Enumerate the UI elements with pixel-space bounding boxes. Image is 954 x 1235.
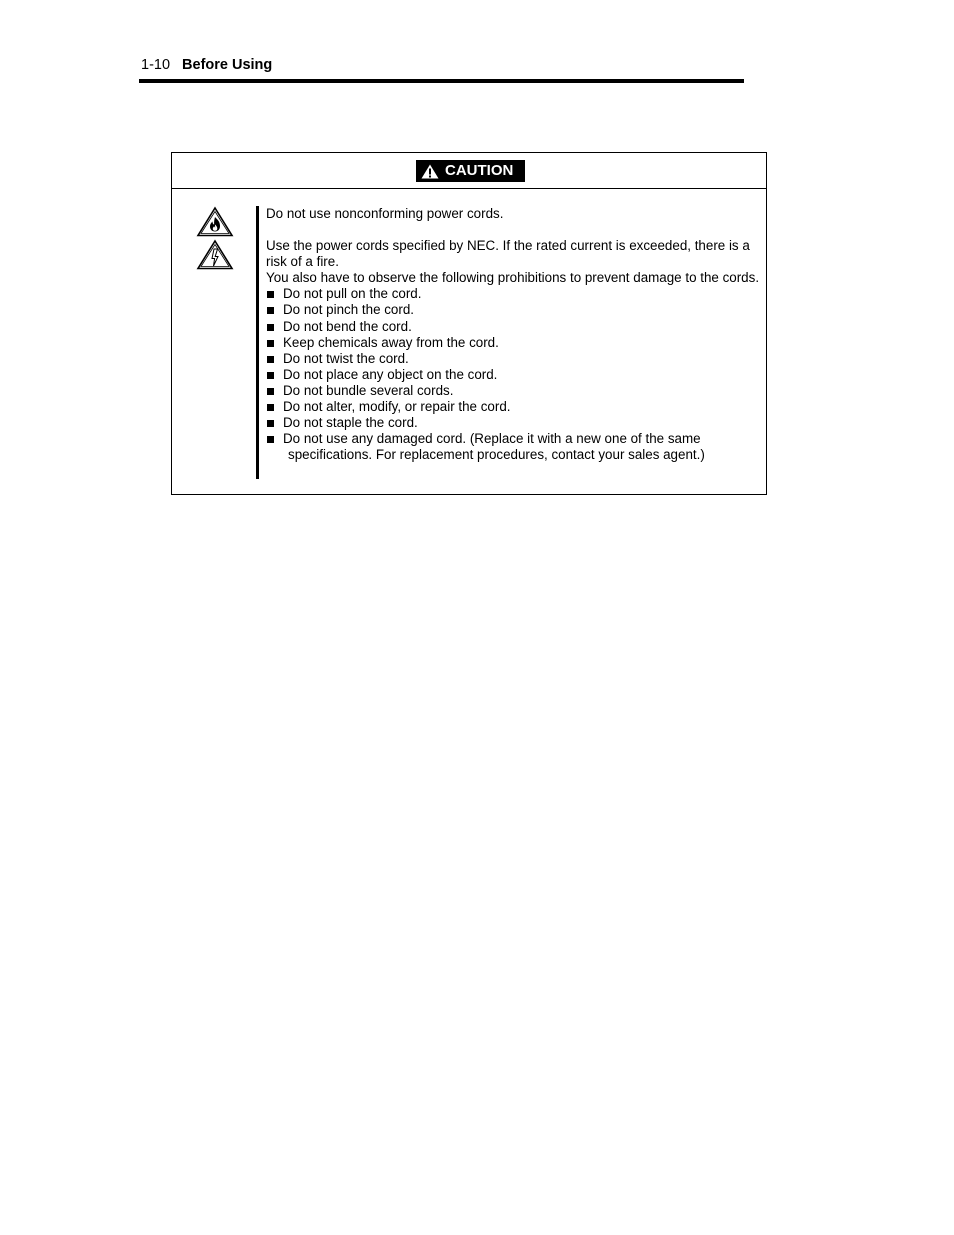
bullet-square-icon [267, 291, 274, 298]
section-title: Before Using [182, 57, 273, 73]
bullet-square-icon [267, 356, 274, 363]
caution-paragraph-2: You also have to observe the following prohibitions to prevent damage to the cords. [266, 270, 760, 286]
content-bar [256, 206, 259, 479]
electric-shock-warning-icon [196, 239, 234, 270]
list-item: Do not alter, modify, or repair the cord. [266, 399, 766, 415]
caution-content [266, 206, 766, 463]
list-item-last: Do not use any damaged cord. (Replace it with a new one of the same specifications. For replacement procedures, contact your sales agent.) [266, 431, 766, 463]
page-number: 1-10 [141, 57, 171, 73]
list-item: Do not bend the cord. [266, 319, 766, 335]
caution-box [171, 152, 767, 495]
list-item: Do not pinch the cord. [266, 302, 766, 318]
caution-paragraph-1: Use the power cords specified by NEC. If the rated current is exceeded, there is a risk of a fire. [266, 238, 750, 270]
bullet-square-icon [267, 404, 274, 411]
bullet-square-icon [267, 340, 274, 347]
header-rule [139, 79, 744, 83]
bullet-square-icon [267, 372, 274, 379]
bullet-square-icon [267, 324, 274, 331]
page-header [141, 55, 272, 75]
caution-label: CAUTION [445, 162, 514, 179]
bullet-square-icon [267, 307, 274, 314]
bullet-square-icon [267, 436, 274, 443]
hazard-icons [196, 206, 234, 270]
list-item: Keep chemicals away from the cord. [266, 335, 766, 351]
caution-header [172, 153, 766, 189]
list-item: Do not place any object on the cord. [266, 367, 766, 383]
list-item: Do not twist the cord. [266, 351, 766, 367]
bullet-square-icon [267, 388, 274, 395]
warning-triangle-icon [421, 164, 439, 186]
caution-heading: Do not use nonconforming power cords. [266, 206, 504, 221]
list-item: Do not pull on the cord. [266, 286, 766, 302]
caution-badge [416, 160, 525, 182]
fire-warning-icon [196, 206, 234, 237]
list-item: Do not bundle several cords. [266, 383, 766, 399]
prohibition-list [266, 286, 766, 463]
bullet-square-icon [267, 420, 274, 427]
list-item: Do not staple the cord. [266, 415, 766, 431]
